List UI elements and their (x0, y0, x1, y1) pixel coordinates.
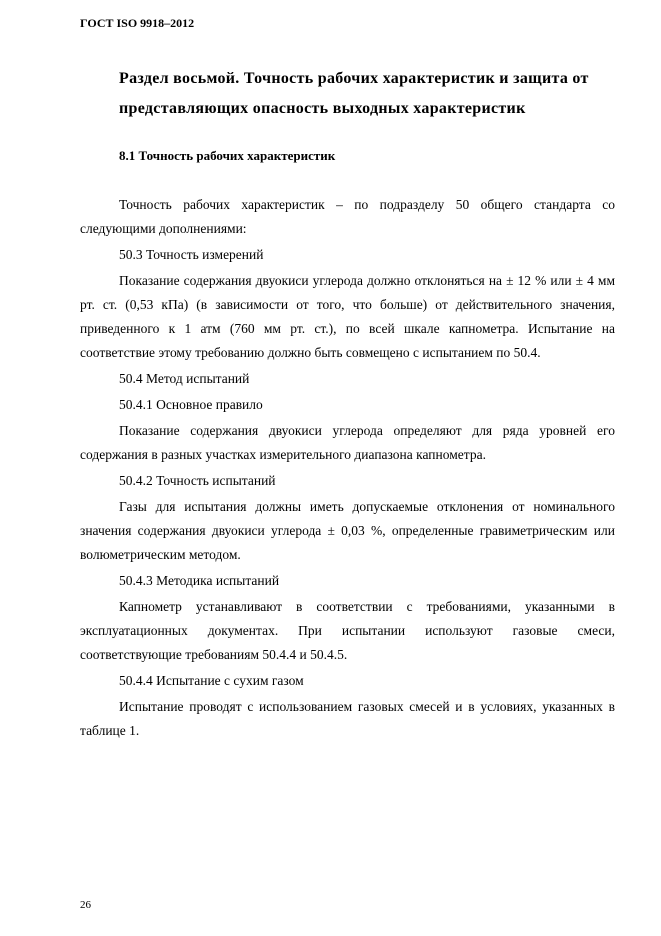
clause-heading-50-4: 50.4 Метод испытаний (119, 371, 250, 386)
clause-heading-50-3: 50.3 Точность измерений (119, 247, 264, 262)
subsection-title: 8.1 Точность рабочих характеристик (119, 148, 336, 163)
document-header: ГОСТ ISO 9918–2012 (80, 16, 195, 30)
paragraph-test-accuracy: Газы для испытания должны иметь допускаемые отклонения от номинального значения содержания двуокиси углерода ± 0,03 %, определенные гравиметрическим или волюметрическим методом. (80, 499, 615, 562)
paragraph-intro: Точность рабочих характеристик – по подразделу 50 общего стандарта со следующими дополнениями: (80, 197, 615, 236)
page-number: 26 (80, 899, 91, 911)
document-body (80, 193, 615, 745)
paragraph-test-procedure: Капнометр устанавливают в соответствии с требованиями, указанными в эксплуатационных документах. При испытании используют газовые смеси, соответствующие требованиям 50.4.4 и 50.4.5. (80, 599, 615, 662)
section-title: Раздел восьмой. Точность рабочих характеристик и защита от представляющих опасность выходных характеристик (119, 70, 589, 117)
clause-heading-50-4-1: 50.4.1 Основное правило (119, 397, 263, 412)
clause-heading-50-4-3: 50.4.3 Методика испытаний (119, 573, 280, 588)
paragraph-basic-rule: Показание содержания двуокиси углерода определяют для ряда уровней его содержания в разных участках измерительного диапазона капнометра. (80, 423, 615, 462)
paragraph-measurement-accuracy: Показание содержания двуокиси углерода должно отклоняться на ± 12 % или ± 4 мм рт. ст. (0,53 кПа) (в зависимости от того, что больше) от действительного значения, приведенного к 1 атм (760 мм рт. ст.), по всей шкале капнометра. Испытание на соответствие этому требованию должно быть совмещено с испытанием по 50.4. (80, 273, 615, 360)
clause-heading-50-4-2: 50.4.2 Точность испытаний (119, 473, 276, 488)
clause-heading-50-4-4: 50.4.4 Испытание с сухим газом (119, 673, 304, 688)
paragraph-dry-gas-test: Испытание проводят с использованием газовых смесей и в условиях, указанных в таблице 1. (80, 699, 615, 738)
